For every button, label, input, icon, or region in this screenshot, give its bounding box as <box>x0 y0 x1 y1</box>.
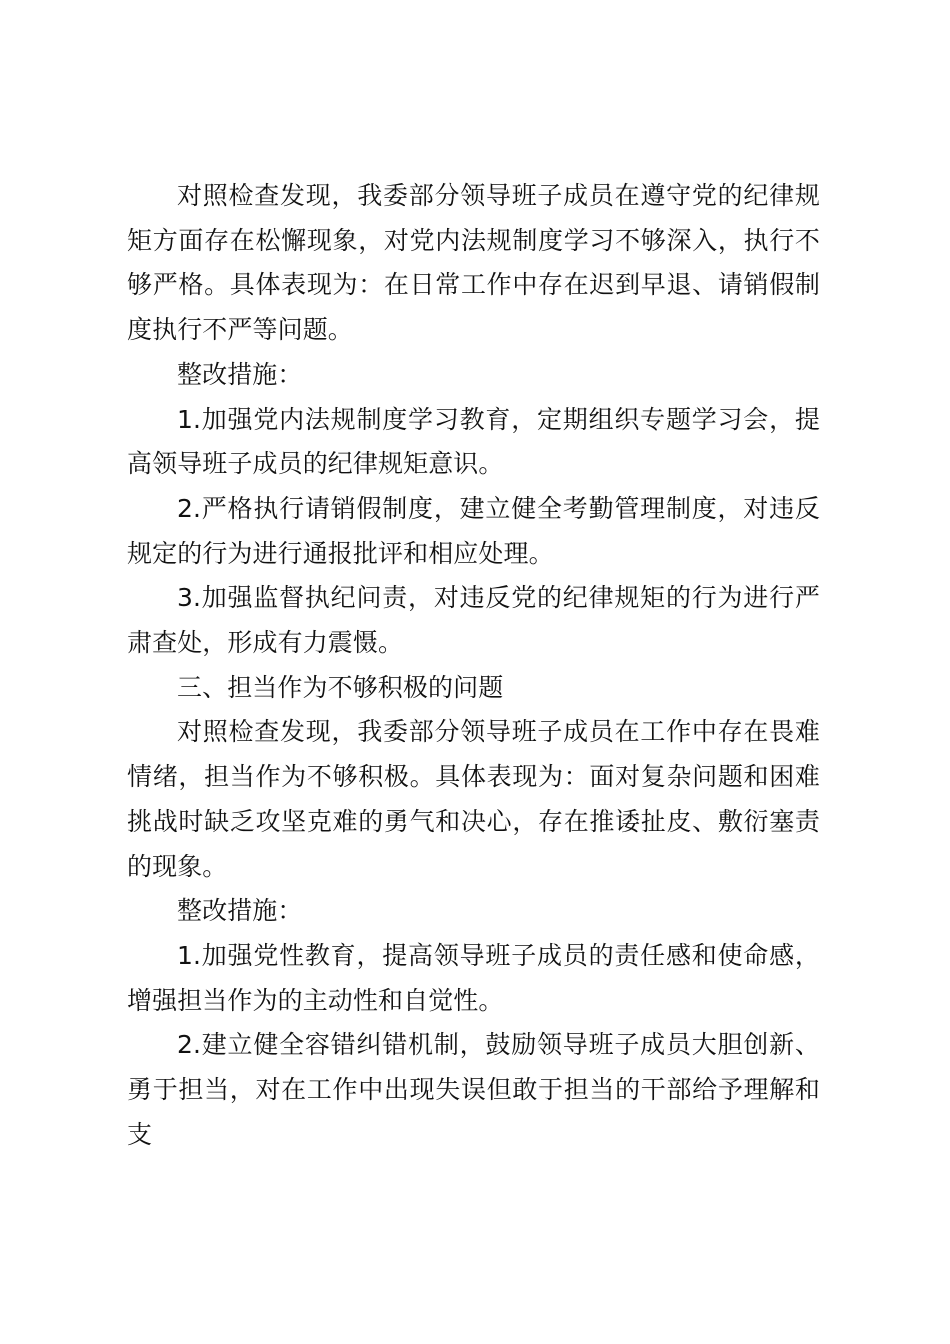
paragraph-measure-3: 3.加强监督执纪问责，对违反党的纪律规矩的行为进行严肃查处，形成有力震慑。 <box>127 583 820 658</box>
paragraph-measure-2b: 2.建立健全容错纠错机制，鼓励领导班子成员大胆创新、勇于担当，对在工作中出现失误但敢于担当的干部给予理解和支 <box>127 1030 820 1149</box>
paragraph-measure-1b: 1.加强党性教育，提高领导班子成员的责任感和使命感，增强担当作为的主动性和自觉性。 <box>127 940 820 1015</box>
paragraph-measure-1: 1.加强党内法规制度学习教育，定期组织专题学习会，提高领导班子成员的纪律规矩意识。 <box>127 404 820 479</box>
paragraph-findings-responsibility: 对照检查发现，我委部分领导班子成员在工作中存在畏难情绪，担当作为不够积极。具体表现为：面对复杂问题和困难挑战时缺乏攻坚克难的勇气和决心，存在推诿扯皮、敷衍塞责的现象。 <box>127 717 820 881</box>
document-body <box>127 174 820 1157</box>
section-heading-3: 三、担当作为不够积极的问题 <box>177 672 504 702</box>
paragraph-findings-discipline: 对照检查发现，我委部分领导班子成员在遵守党的纪律规矩方面存在松懈现象，对党内法规制度学习不够深入，执行不够严格。具体表现为：在日常工作中存在迟到早退、请销假制度执行不严等问题。 <box>127 181 820 345</box>
paragraph-measure-2: 2.严格执行请销假制度，建立健全考勤管理制度，对违反规定的行为进行通报批评和相应处理。 <box>127 493 820 568</box>
paragraph-measures-heading: 整改措施： <box>177 359 303 389</box>
paragraph-measures-heading-2: 整改措施： <box>177 896 303 926</box>
